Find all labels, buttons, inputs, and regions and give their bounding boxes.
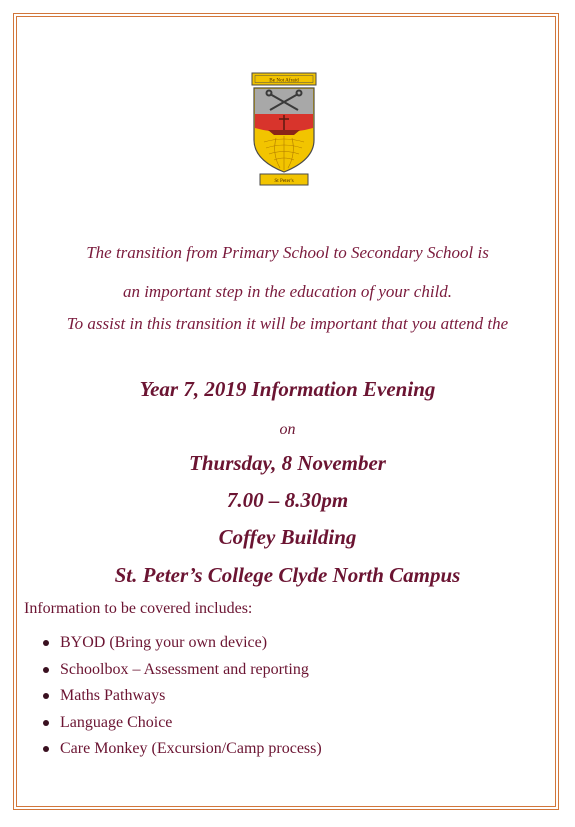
topic-item	[40, 739, 322, 766]
school-crest	[250, 72, 318, 186]
topic-item	[40, 660, 322, 687]
intro-line-1: The transition from Primary School to Secondary School is	[86, 243, 489, 262]
topics-heading: Information to be covered includes:	[24, 600, 253, 617]
intro-line-2: an important step in the education of your child.	[122, 282, 453, 301]
topic-item	[40, 713, 322, 740]
topic-label: Language Choice	[60, 713, 173, 731]
topic-label: Care Monkey (Excursion/Camp process)	[60, 740, 322, 757]
bullet-icon	[43, 693, 49, 699]
topic-label: Schoolbox – Assessment and reporting	[60, 660, 309, 678]
event-building: Coffey Building	[218, 525, 357, 549]
event-campus: St. Peter’s College Clyde North Campus	[114, 563, 461, 587]
event-time: 7.00 – 8.30pm	[226, 488, 349, 512]
crest-motto-scroll	[252, 73, 316, 85]
crest-name-text: St Peter's	[274, 178, 294, 184]
crest-motto-text: Be Not Afraid	[269, 77, 299, 84]
event-on-text: on	[279, 421, 296, 438]
event-date: Thursday, 8 November	[189, 451, 386, 475]
bullet-icon	[43, 640, 49, 646]
topic-label: Maths Pathways	[60, 687, 166, 704]
bullet-icon	[43, 720, 49, 726]
bullet-icon	[43, 746, 49, 752]
event-title: Year 7, 2019 Information Evening	[139, 377, 436, 401]
crest-name-scroll	[260, 174, 308, 185]
topic-label: BYOD (Bring your own device)	[60, 634, 268, 651]
topic-item	[40, 633, 322, 660]
topic-item	[40, 686, 322, 713]
bullet-icon	[43, 667, 49, 673]
topics-list	[40, 633, 322, 766]
crest-shield	[254, 88, 314, 172]
intro-line-3: To assist in this transition it will be important that you attend the	[66, 314, 509, 333]
